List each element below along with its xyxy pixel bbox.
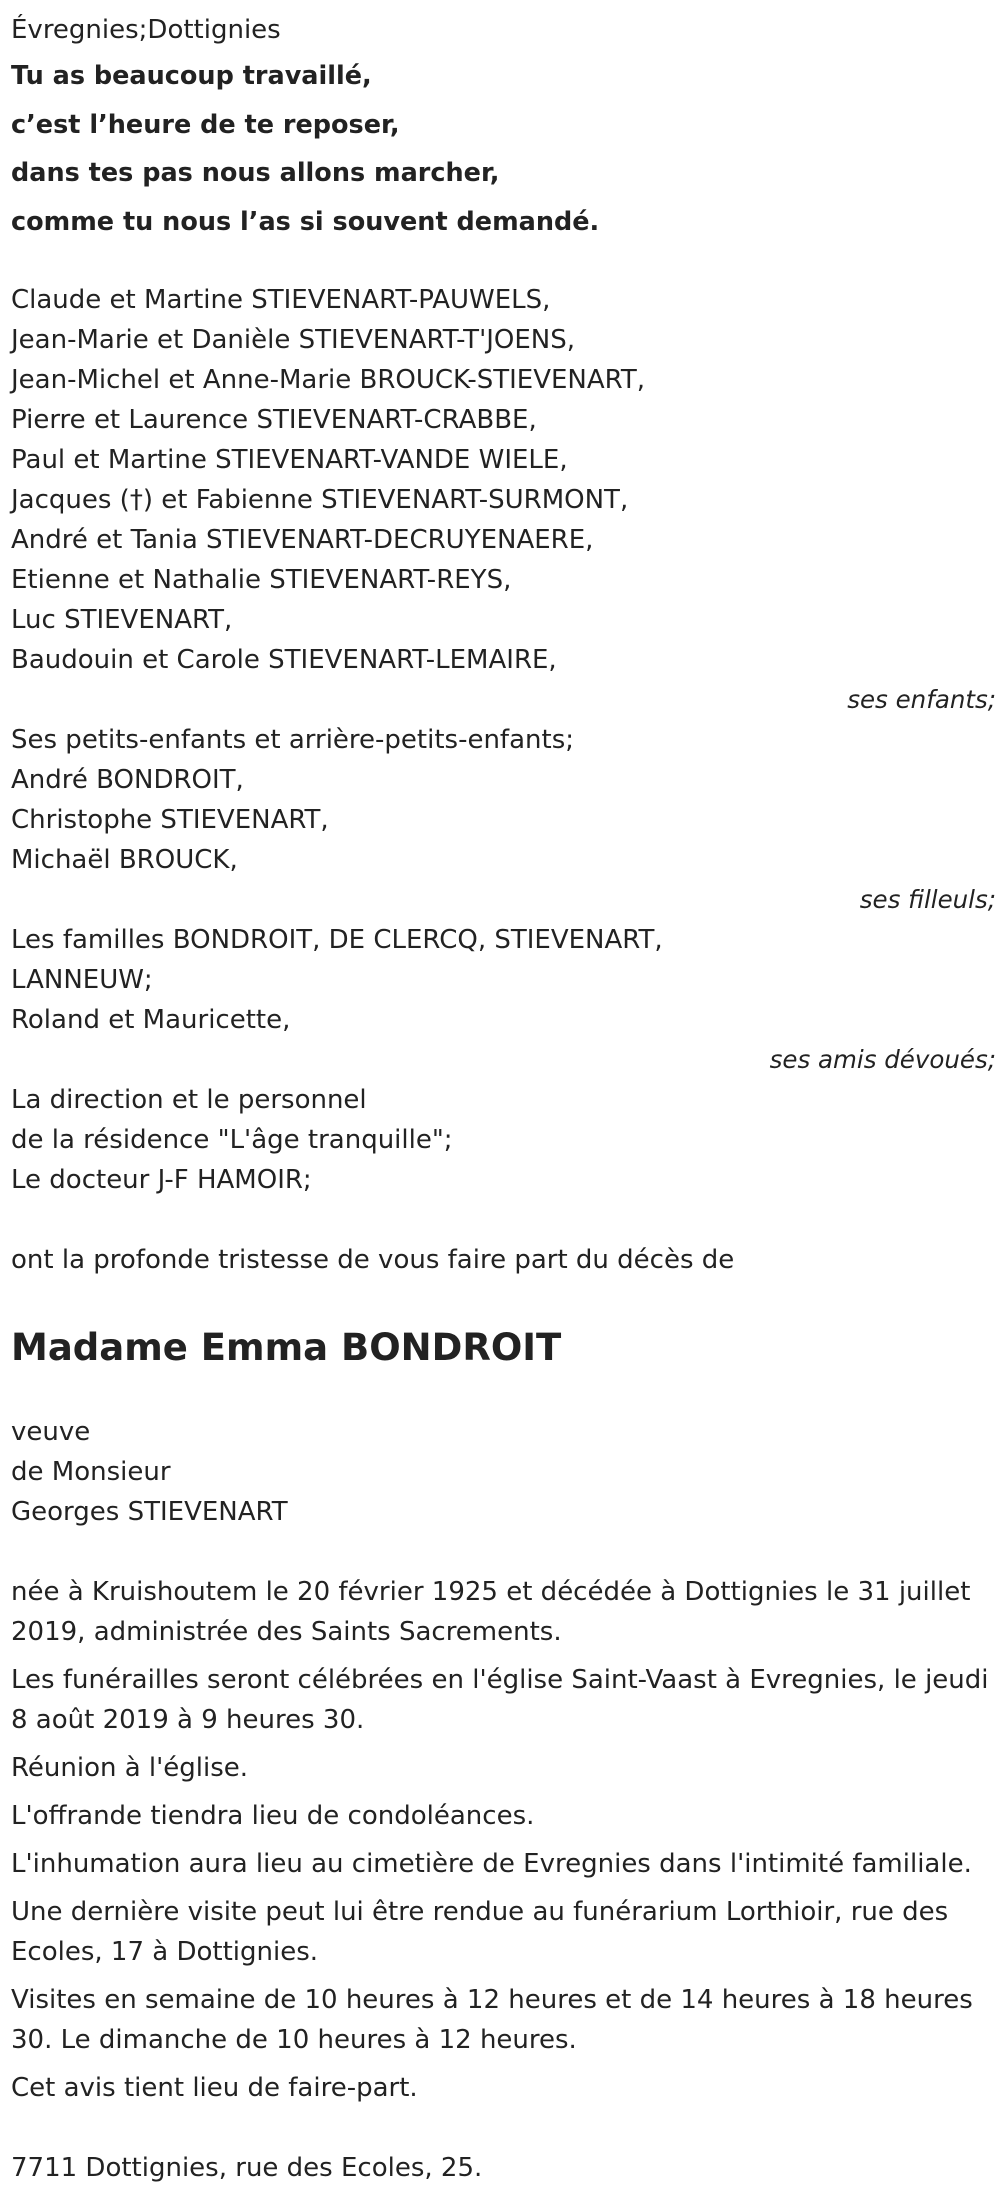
poem-line: Tu as beaucoup travaillé,	[11, 61, 372, 91]
child-entry: Jean-Michel et Anne-Marie BROUCK-STIEVENART,	[11, 365, 645, 395]
widow-line: Georges STIEVENART	[11, 1497, 288, 1527]
direction-entry: de la résidence "L'âge tranquille";	[11, 1125, 453, 1155]
details	[11, 1572, 996, 2108]
child-entry: Etienne et Nathalie STIEVENART-REYS,	[11, 565, 512, 595]
family-entry: Les familles BONDROIT, DE CLERCQ, STIEVENART,	[11, 925, 663, 955]
direction-entry: La direction et le personnel	[11, 1085, 367, 1115]
announcement-text: ont la profonde tristesse de vous faire part du décès de	[11, 1245, 735, 1275]
godchild-entry: Christophe STIEVENART,	[11, 805, 329, 835]
child-entry: André et Tania STIEVENART-DECRUYENAERE,	[11, 525, 594, 555]
godchild-entry: Michaël BROUCK,	[11, 845, 238, 875]
widow-info	[11, 1412, 996, 1532]
child-entry: Paul et Martine STIEVENART-VANDE WIELE,	[11, 445, 568, 475]
friend-entry: Roland et Mauricette,	[11, 1005, 291, 1035]
doctor-entry: Le docteur J-F HAMOIR;	[11, 1165, 312, 1195]
birth-death-paragraph: née à Kruishoutem le 20 février 1925 et décédée à Dottignies le 31 juillet 2019, administrée des Saints Sacrements.	[11, 1577, 971, 1647]
poem-line: comme tu nous l’as si souvent demandé.	[11, 206, 600, 237]
widow-line: de Monsieur	[11, 1457, 171, 1487]
offering-paragraph: L'offrande tiendra lieu de condoléances.	[11, 1801, 535, 1831]
meeting-paragraph: Réunion à l'église.	[11, 1753, 249, 1783]
address: 7711 Dottignies, rue des Ecoles, 25.	[11, 2153, 483, 2183]
visit-hours-paragraph: Visites en semaine de 10 heures à 12 heures et de 14 heures à 18 heures 30. Le dimanche de 10 heures à 12 heures.	[11, 1985, 973, 2055]
burial-paragraph: L'inhumation aura lieu au cimetière de Evregnies dans l'intimité familiale.	[11, 1849, 972, 1879]
godchildren-label: ses filleuls;	[859, 885, 996, 914]
family-entry: LANNEUW;	[11, 965, 153, 995]
funeral-paragraph: Les funérailles seront célébrées en l'église Saint-Vaast à Evregnies, le jeudi 8 août 2019 à 9 heures 30.	[11, 1665, 989, 1735]
deceased-name: Madame Emma BONDROIT	[11, 1326, 562, 1369]
header-locations: Évregnies;Dottignies	[11, 15, 281, 45]
poem	[11, 52, 996, 246]
godchild-entry: André BONDROIT,	[11, 765, 244, 795]
grandchildren-entry: Ses petits-enfants et arrière-petits-enfants;	[11, 725, 574, 755]
children-list	[11, 280, 996, 680]
poem-line: dans tes pas nous allons marcher,	[11, 158, 500, 188]
child-entry: Jean-Marie et Danièle STIEVENART-T'JOENS,	[11, 325, 575, 355]
obituary-notice	[11, 10, 996, 2188]
direction-list	[11, 1080, 996, 1200]
child-entry: Baudouin et Carole STIEVENART-LEMAIRE,	[11, 645, 557, 675]
poem-line: c’est l’heure de te reposer,	[11, 109, 400, 140]
children-label: ses enfants;	[847, 685, 996, 714]
child-entry: Claude et Martine STIEVENART-PAUWELS,	[11, 285, 551, 315]
child-entry: Luc STIEVENART,	[11, 605, 233, 635]
child-entry: Pierre et Laurence STIEVENART-CRABBE,	[11, 405, 537, 435]
friends-label: ses amis dévoués;	[769, 1045, 996, 1074]
notice-paragraph: Cet avis tient lieu de faire-part.	[11, 2073, 418, 2103]
families-list	[11, 920, 996, 1040]
widow-line: veuve	[11, 1417, 91, 1447]
visit-paragraph: Une dernière visite peut lui être rendue au funérarium Lorthioir, rue des Ecoles, 17 à Dottignies.	[11, 1897, 949, 1967]
godchildren-list	[11, 720, 996, 880]
child-entry: Jacques (†) et Fabienne STIEVENART-SURMONT,	[11, 485, 629, 515]
